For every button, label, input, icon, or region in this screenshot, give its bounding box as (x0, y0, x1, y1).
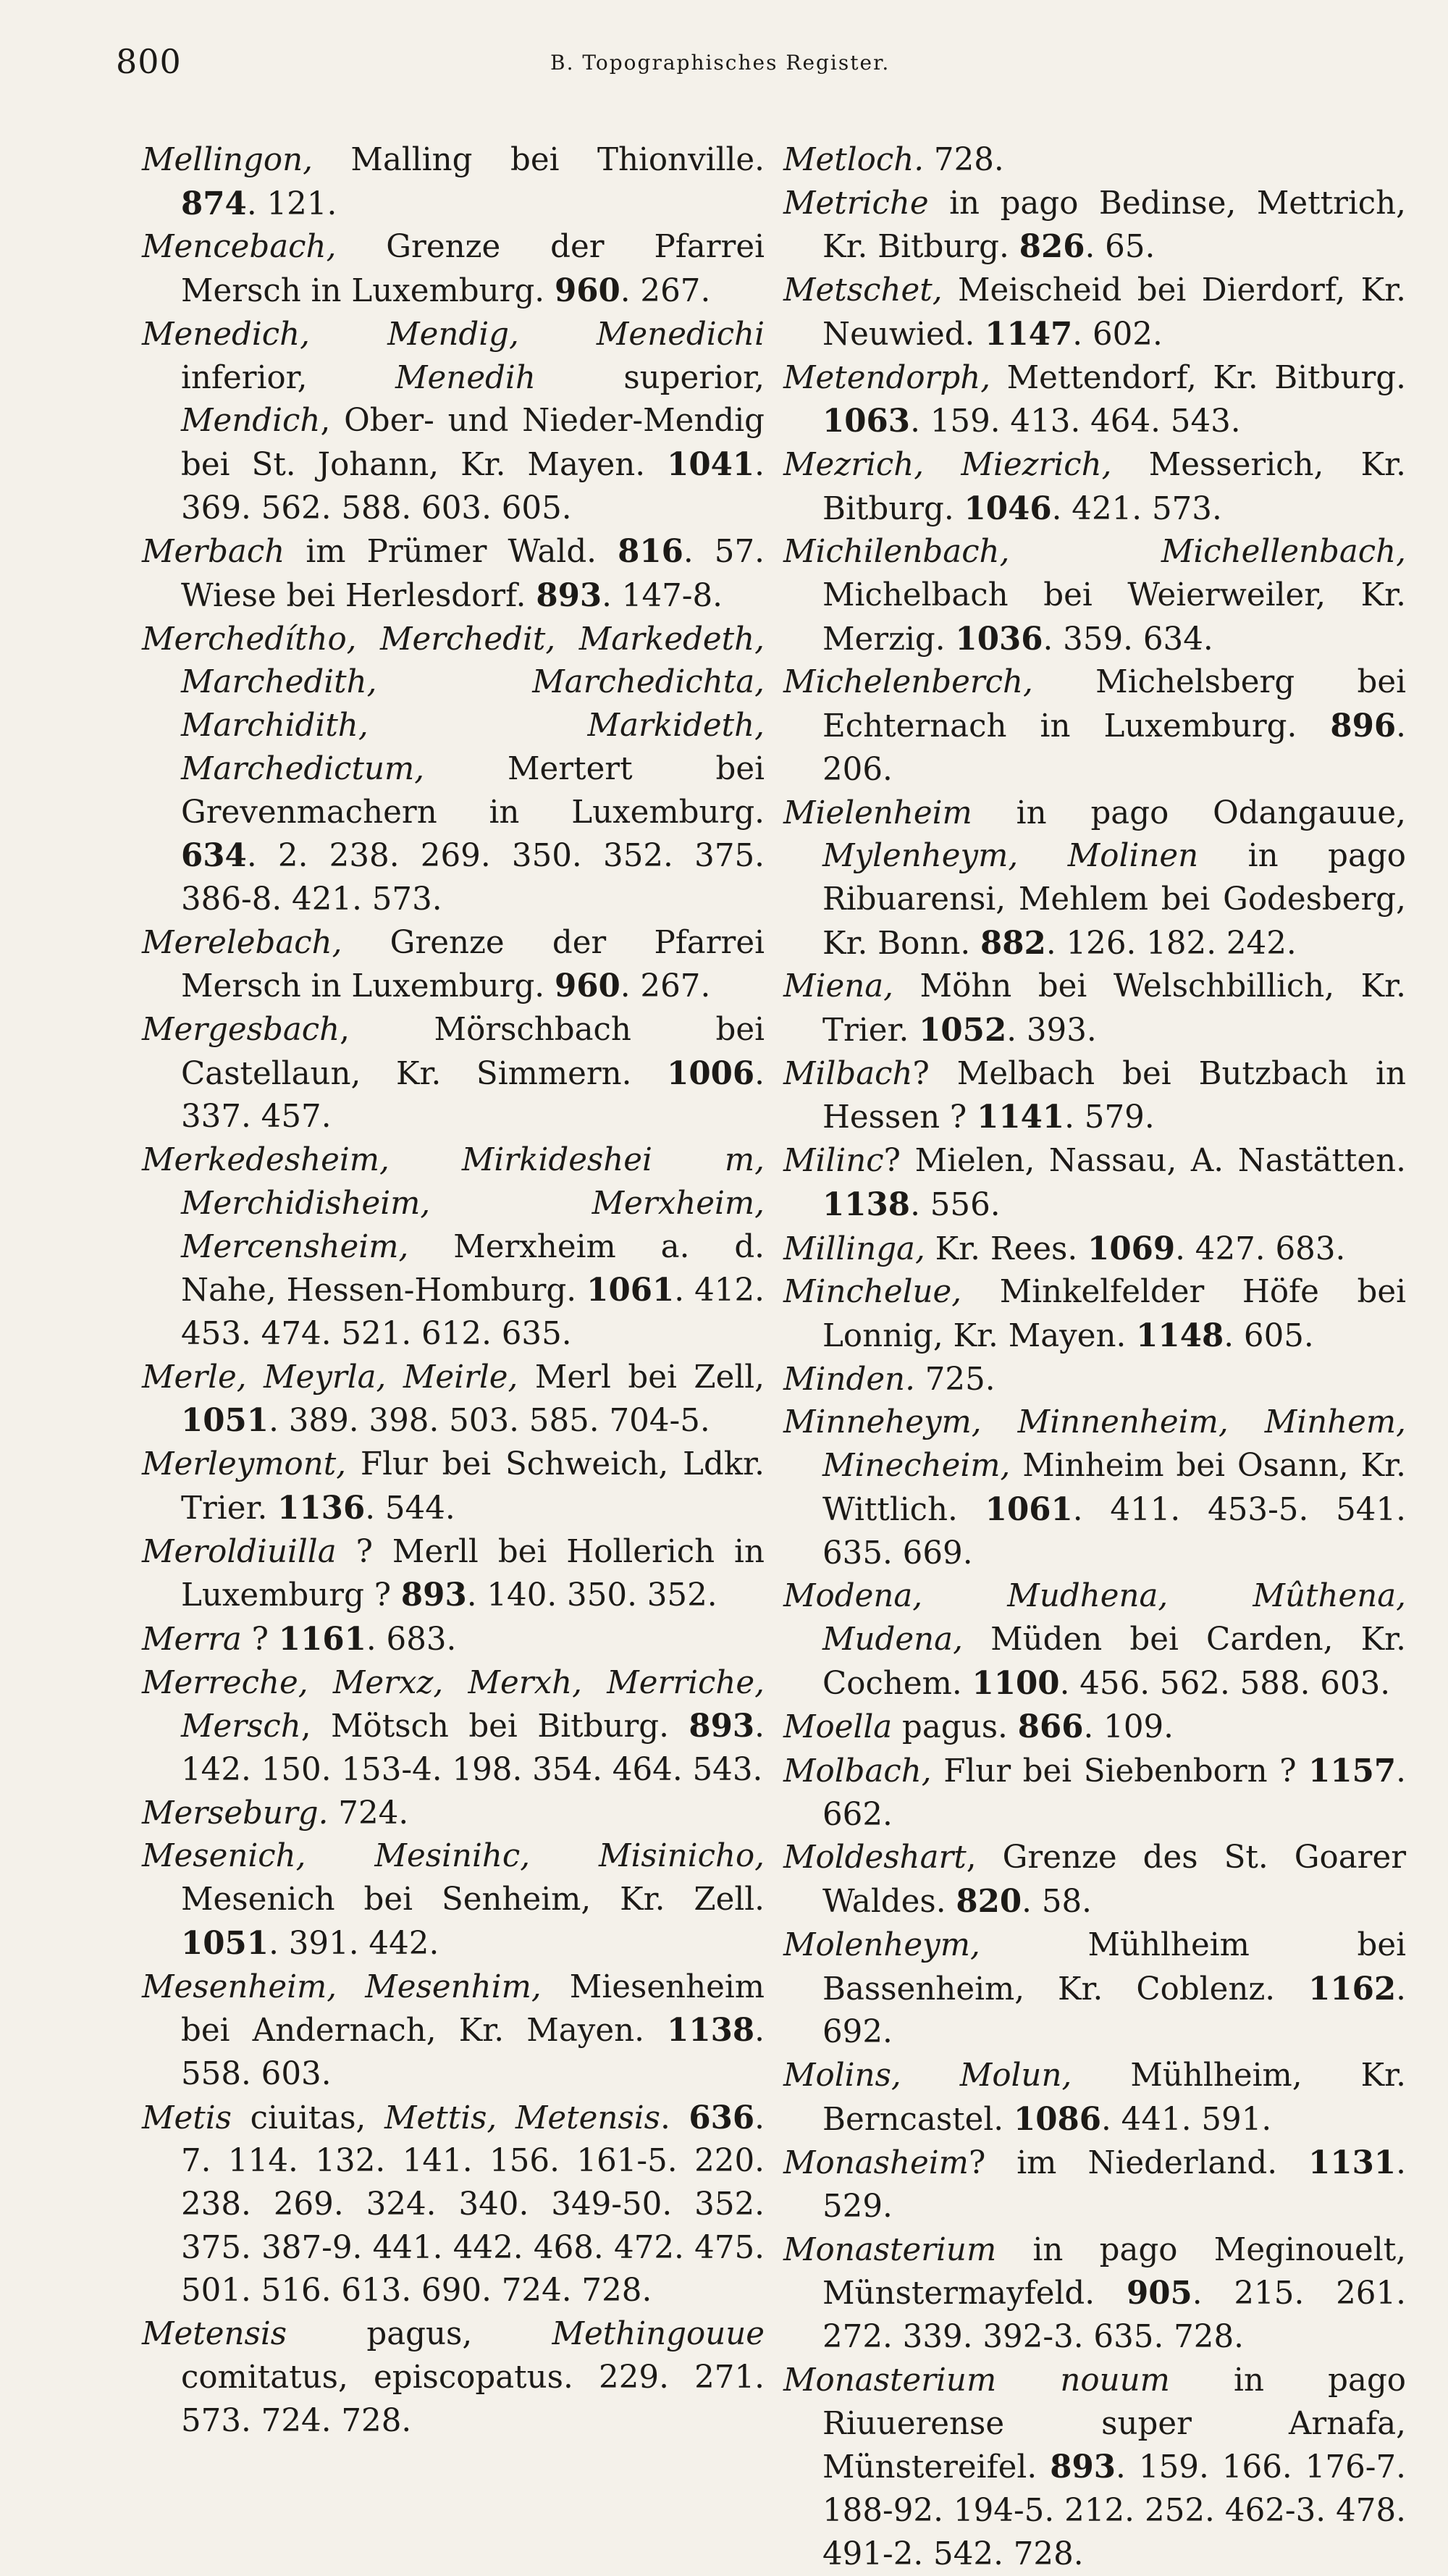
entry-placename: Mencebach, (142, 229, 337, 266)
entry-placename: Monasterium nouum (783, 2362, 1170, 2399)
entry-reference: 1063 (822, 403, 911, 440)
entry-reference: 1041 (667, 445, 755, 483)
entry-text: Flur bei Siebenborn ? (931, 1753, 1309, 1790)
entry-placename: Methingouue (552, 2316, 765, 2353)
entry-placename: Moella (783, 1709, 893, 1746)
entry-text: . 529. (822, 2145, 1406, 2225)
entry-text: , Ober- und Nieder-Mendig bei St. Johann, Kr. Mayen. (181, 403, 765, 483)
entry-placename: Molins, Molun, (783, 2057, 1072, 2094)
register-entry (142, 1443, 765, 1530)
entry-text: . 142. 150. 153-4. 198. 354. 464. 543. (181, 1708, 765, 1789)
entry-text: . 206. (822, 708, 1406, 788)
entry-text: . 267. (620, 273, 711, 310)
entry-reference: 826 (1019, 228, 1085, 266)
entry-text: , Mörschbach bei Castellaun, Kr. Simmern. (181, 1012, 765, 1092)
register-entry (783, 792, 1406, 966)
entry-text: . 556. (910, 1186, 1001, 1223)
entry-reference: 816 (618, 533, 683, 571)
entry-placename: Mesenich, Mesinihc, Misinicho, (142, 1838, 765, 1875)
register-entry (783, 1575, 1406, 1706)
entry-placename: Monasheim (783, 2145, 969, 2182)
entry-text: ? im Niederland. (968, 2145, 1309, 2182)
entry-reference: 1148 (1136, 1317, 1224, 1354)
register-entry (783, 357, 1406, 444)
entry-placename: Minchelue, (783, 1274, 962, 1311)
entry-placename: Moldeshart (783, 1839, 967, 1876)
entry-reference: 1147 (985, 315, 1073, 353)
register-entry (783, 531, 1406, 661)
register-entry (783, 1271, 1406, 1358)
entry-text: Meischeid bei Dierdorf, Kr. Neuwied. (822, 272, 1406, 353)
entry-placename: Metloch. (783, 142, 925, 178)
entry-text: Miesenheim bei Andernach, Kr. Mayen. (181, 1968, 765, 2050)
entry-placename: Mesenheim, Mesenhim, (142, 1968, 542, 2005)
entry-text: Kr. Rees. (925, 1230, 1088, 1267)
entry-placename: Mylenheym, Molinen (822, 838, 1199, 875)
register-entry (142, 1662, 765, 1792)
entry-reference: 634 (181, 837, 247, 875)
entry-text: . 544. (365, 1490, 455, 1527)
entry-placename: Molenheym, (783, 1926, 980, 1963)
entry-reference: 1086 (1013, 2100, 1102, 2138)
entry-text: . 109. (1083, 1709, 1174, 1746)
entry-text: Mühlheim bei Bassenheim, Kr. Coblenz. (822, 1926, 1406, 2007)
register-entry (142, 226, 765, 313)
entry-text: . 140. 350. 352. (466, 1577, 717, 1614)
entry-placename: Modena, Mudhena, Mûthena, Mudena, (783, 1578, 1406, 1658)
entry-text: . 456. 562. 588. 603. (1059, 1665, 1391, 1702)
entry-placename: Merle, Meyrla, Meirle, (142, 1359, 518, 1396)
entry-reference: 1069 (1087, 1230, 1176, 1267)
entry-reference: 1036 (955, 620, 1043, 658)
register-entry (783, 965, 1406, 1052)
register-entry (783, 139, 1406, 182)
entry-reference: 1131 (1308, 2144, 1397, 2182)
register-entry (783, 1750, 1406, 1837)
entry-text: . 121. (246, 185, 337, 222)
entry-placename: Milinc (783, 1143, 884, 1180)
entry-text: . 579. (1064, 1099, 1155, 1136)
entry-text: 724. (328, 1795, 409, 1832)
entry-reference: 1051 (181, 1924, 269, 1962)
register-entry (142, 1618, 765, 1662)
entry-placename: Metis (142, 2099, 232, 2136)
entry-text: . 605. (1224, 1317, 1314, 1354)
entry-text: ? Mielen, Nassau, A. Nastätten. (883, 1143, 1406, 1180)
entry-text: Grenze der Pfarrei Mersch in Luxemburg. (181, 229, 765, 310)
entry-reference: 1061 (586, 1272, 675, 1309)
entry-text: Grenze der Pfarrei Mersch in Luxemburg. (181, 924, 765, 1005)
register-entry (142, 2313, 765, 2443)
entry-text: inferior, (181, 359, 396, 396)
register-entry (783, 1837, 1406, 1923)
entry-text: . 662. (822, 1753, 1406, 1833)
entry-reference: 1161 (278, 1620, 366, 1658)
entry-text: 725. (914, 1361, 996, 1398)
entry-reference: 866 (1017, 1708, 1084, 1746)
entry-text: . 147-8. (602, 578, 723, 615)
entry-text: . 2. 238. 269. 350. 352. 375. 386-8. 421. 573. (181, 838, 765, 918)
entry-text: in pago Odangauue, (972, 794, 1406, 831)
entry-reference: 636 (689, 2099, 755, 2136)
entry-placename: Miena, (783, 968, 893, 1005)
entry-reference: 874 (181, 185, 247, 222)
register-entry (783, 1401, 1406, 1575)
entry-text: Minkelfelder Höfe bei Lonnig, Kr. Mayen. (822, 1274, 1406, 1354)
entry-reference: 1006 (667, 1054, 755, 1092)
entry-text: . 391. 442. (269, 1925, 439, 1962)
register-entry (783, 2359, 1406, 2576)
entry-text: . 602. (1072, 316, 1163, 353)
entry-reference: 960 (554, 272, 620, 310)
entry-reference: 1138 (822, 1186, 911, 1223)
entry-text: . 267. (620, 968, 711, 1005)
entry-placename: Monasterium (783, 2231, 997, 2268)
entry-reference: 893 (689, 1708, 755, 1745)
register-entry (142, 1356, 765, 1443)
entry-text: 728. (924, 142, 1004, 178)
entry-reference: 1141 (977, 1099, 1065, 1136)
entry-text: . 412. 453. 474. 521. 612. 635. (181, 1272, 765, 1352)
register-entry (783, 269, 1406, 356)
entry-placename: Merelebach, (142, 924, 342, 961)
entry-reference: 1157 (1308, 1753, 1397, 1790)
entry-text: . 692. (822, 1971, 1406, 2051)
register-entry (783, 1924, 1406, 2055)
entry-reference: 893 (1050, 2449, 1116, 2486)
register-entry (142, 1966, 765, 2097)
entry-reference: 1051 (181, 1402, 269, 1440)
entry-text: comitatus, episcopatus. 229. 271. 573. 724. 728. (181, 2359, 765, 2439)
entry-text: . 7. 114. 132. 141. 156. 161-5. 220. 238. 269. 324. 340. 349-50. 352. 375. 387-9. 441. 442. 468. 472. 475. 501. 516. 613. 690. 724. 728. (181, 2099, 765, 2309)
entry-text: ? (241, 1621, 279, 1658)
entry-text: . 421. 573. (1051, 490, 1222, 527)
entry-text: pagus. (892, 1709, 1018, 1746)
register-entry (783, 661, 1406, 792)
entry-text: Mettendorf, Kr. Bitburg. (990, 359, 1406, 396)
entry-text: . 441. 591. (1101, 2101, 1272, 2138)
entry-placename: Merreche, Merxz, Merxh, Merriche, Mersch (142, 1664, 765, 1745)
entry-placename: Mendich (181, 403, 321, 440)
entry-text: superior, (535, 359, 765, 396)
entry-placename: Merbach (142, 534, 285, 571)
entry-text: . 369. 562. 588. 603. 605. (181, 446, 765, 526)
register-entry (142, 1835, 765, 1965)
entry-placename: Michilenbach, Michellenbach, (783, 534, 1406, 571)
entry-text: . 337. 457. (181, 1055, 765, 1136)
entry-text: Merl bei Zell, (518, 1359, 765, 1396)
entry-text: ? Melbach bei Butzbach in Hessen ? (822, 1055, 1406, 1136)
left-column (142, 139, 765, 2443)
register-entry (142, 1139, 765, 1356)
entry-text: . 389. 398. 503. 585. 704-5. (269, 1403, 710, 1440)
register-entry (783, 2055, 1406, 2141)
entry-text: Mertert bei Grevenmachern in Luxemburg. (181, 750, 765, 831)
entry-placename: Merleymont, (142, 1446, 347, 1483)
entry-text: . 58. (1022, 1884, 1093, 1921)
entry-placename: Molbach, (783, 1753, 932, 1790)
entry-reference: 896 (1330, 708, 1397, 745)
entry-reference: 1046 (964, 490, 1052, 527)
register-entry (783, 1228, 1406, 1272)
entry-text: . (660, 2099, 689, 2136)
entry-reference: 960 (554, 968, 620, 1005)
entry-placename: Mergesbach (142, 1012, 340, 1049)
entry-reference: 1162 (1308, 1970, 1397, 2007)
entry-text: Merxheim a. d. Nahe, Hessen-Homburg. (181, 1228, 765, 1309)
register-entry (142, 530, 765, 618)
entry-placename: Minneheym, Minnenheim, Minhem, Minecheim, (783, 1404, 1406, 1485)
entry-reference: 1100 (972, 1664, 1060, 1702)
entry-reference: 820 (956, 1883, 1022, 1921)
entry-placename: Michelenberch, (783, 664, 1033, 701)
entry-text: in pago Bedinse, Mettrich, Kr. Bitburg. (822, 185, 1406, 266)
register-entry (783, 1140, 1406, 1227)
register-entry (783, 444, 1406, 531)
entry-placename: Mettis, Metensis (384, 2099, 660, 2136)
entry-text: . 65. (1085, 229, 1156, 266)
entry-reference: 1136 (277, 1489, 366, 1527)
entry-placename: Metschet, (783, 272, 943, 309)
register-entry (142, 922, 765, 1009)
running-head: B. Topographisches Register. (550, 51, 891, 75)
entry-text: Flur bei Schweich, Ldkr. Trier. (181, 1446, 765, 1527)
entry-reference: 1061 (985, 1490, 1073, 1528)
entry-text: Michelsberg bei Echternach in Luxemburg. (822, 664, 1406, 745)
page-number: 800 (116, 42, 182, 81)
entry-placename: Mellingon, (142, 142, 313, 178)
entry-text: Messerich, Kr. Bitburg. (822, 446, 1406, 527)
entry-text: Mühlheim, Kr. Berncastel. (822, 2057, 1406, 2138)
entry-placename: Minden. (783, 1361, 915, 1398)
entry-reference: 893 (400, 1577, 467, 1614)
entry-text: . 57. Wiese bei Herlesdorf. (181, 534, 765, 615)
entry-placename: Metensis (142, 2316, 287, 2353)
entry-text: , Grenze des St. Goarer Waldes. (822, 1839, 1406, 1921)
entry-text: ciuitas, (232, 2099, 384, 2136)
page-header (116, 42, 1390, 85)
register-entry (142, 139, 765, 226)
entry-placename: Milbach (783, 1055, 913, 1092)
register-entry (783, 1706, 1406, 1750)
entry-placename: Millinga, (783, 1230, 925, 1267)
entry-text: . 215. 261. 272. 339. 392-3. 635. 728. (822, 2275, 1406, 2356)
entry-text: . 393. (1006, 1012, 1097, 1049)
entry-placename: Mielenheim (783, 794, 972, 831)
entry-text: , Mötsch bei Bitburg. (300, 1708, 689, 1745)
entry-text: Müden bei Carden, Kr. Cochem. (822, 1621, 1406, 1702)
entry-text: ? Merll bei Hollerich in Luxemburg ? (181, 1533, 765, 1614)
register-entry (783, 2141, 1406, 2228)
entry-placename: Mezrich, Miezrich, (783, 446, 1112, 483)
entry-text: Minheim bei Osann, Kr. Wittlich. (822, 1448, 1406, 1528)
entry-text: . 683. (366, 1621, 457, 1658)
entry-reference: 905 (1126, 2275, 1192, 2312)
entry-placename: Merkedesheim, Mirkideshei m, Merchidisheim, Merxheim, Mercensheim, (142, 1142, 765, 1265)
entry-placename: Metriche (783, 185, 929, 222)
register-entry (783, 182, 1406, 269)
register-entry (783, 1359, 1406, 1402)
register-entry (142, 1009, 765, 1139)
entry-text: . 159. 166. 176-7. 188-92. 194-5. 212. 252. 462-3. 478. 491-2. 542. 728. (822, 2449, 1406, 2572)
register-entry (142, 618, 765, 922)
entry-reference: 893 (536, 577, 602, 615)
entry-text: pagus, (287, 2316, 552, 2353)
entry-text: in pago Ribuarensi, Mehlem bei Godesberg, Kr. Bonn. (822, 838, 1406, 962)
entry-text: . 558. 603. (181, 2013, 765, 2092)
entry-text: . 411. 453-5. 541. 635. 669. (822, 1491, 1406, 1572)
entry-text: Michelbach bei Weierweiler, Kr. Merzig. (822, 577, 1406, 658)
entry-text: Malling bei Thionville. (312, 142, 765, 178)
register-entry (783, 2229, 1406, 2359)
entry-text: Mesenich bei Senheim, Kr. Zell. (181, 1881, 765, 1918)
register-entry (142, 1792, 765, 1836)
entry-text: . 427. 683. (1175, 1230, 1346, 1267)
register-entry (142, 1531, 765, 1618)
register-entry (783, 1053, 1406, 1140)
register-entry (142, 314, 765, 531)
entry-text: . 159. 413. 464. 543. (910, 403, 1241, 440)
entry-placename: Menedih (395, 359, 536, 396)
entry-text: . 359. 634. (1043, 621, 1213, 658)
register-entry (142, 2097, 765, 2314)
entry-placename: Menedich, Mendig, Menedichi (142, 316, 765, 353)
entry-text: in pago Riuuerense super Arnafa, Münstereifel. (822, 2362, 1406, 2486)
entry-placename: Merra (142, 1621, 242, 1658)
entry-reference: 1052 (919, 1012, 1007, 1049)
entry-reference: 882 (980, 924, 1046, 962)
right-column (783, 139, 1406, 2576)
entry-placename: Merseburg. (142, 1795, 329, 1832)
entry-placename: Metendorph, (783, 359, 991, 396)
entry-text: Möhn bei Welschbillich, Kr. Trier. (822, 968, 1406, 1049)
entry-text: . 126. 182. 242. (1045, 925, 1297, 962)
entry-text: im Prümer Wald. (285, 534, 618, 571)
entry-placename: Merchedítho, Merchedit, Markedeth, Marchedith, Marchedichta, Marchidith, Markideth, Marchedictum, (142, 621, 765, 787)
entry-reference: 1138 (667, 2012, 755, 2050)
entry-placename: Meroldiuilla (142, 1533, 337, 1570)
entry-text: in pago Meginouelt, Münstermayfeld. (822, 2231, 1406, 2312)
